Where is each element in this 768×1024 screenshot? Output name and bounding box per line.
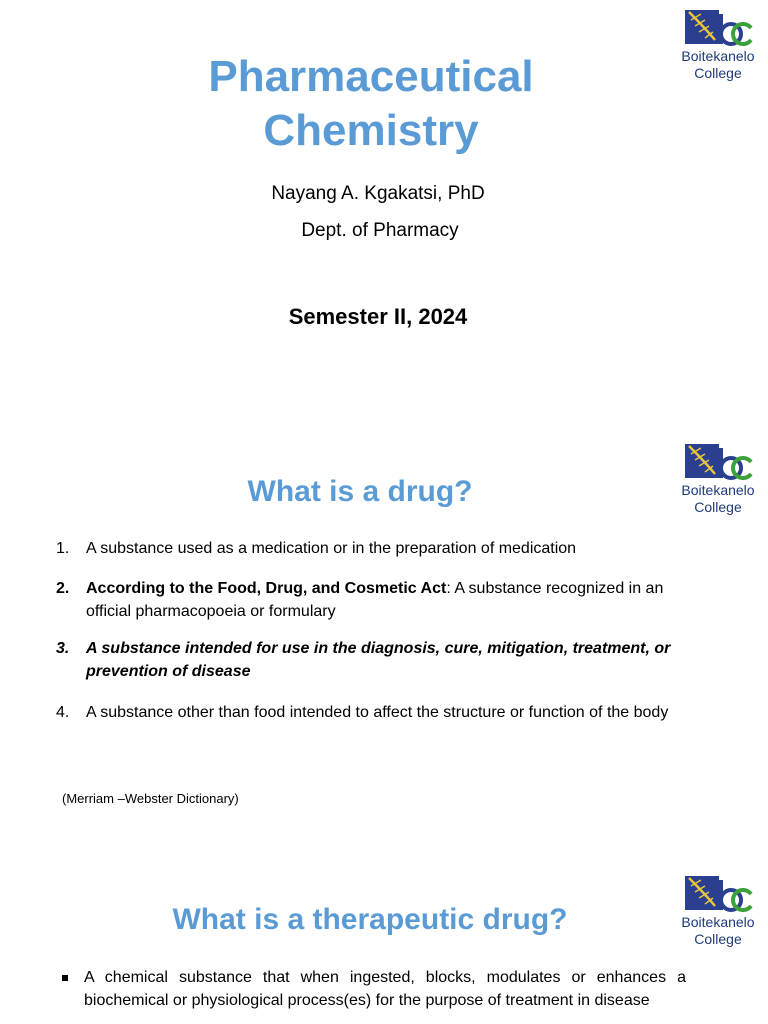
slide-title: What is a therapeutic drug? (172, 903, 568, 936)
college-logo (675, 872, 761, 952)
logo-line-2: College (694, 65, 742, 81)
logo-line-1: Boitekanelo (681, 482, 755, 498)
bullet-text: A chemical substance that when ingested, blocks, modulates or enhances a biochemical or physiological process(es) for the purpose of treatment in disease (84, 969, 686, 1009)
list-text (86, 577, 696, 623)
source-citation: (Merriam –Webster Dictionary) (62, 791, 239, 806)
author-name: Nayang A. Kgakatsi, PhD (271, 183, 485, 204)
college-logo (675, 440, 761, 520)
semester: Semester II, 2024 (288, 304, 468, 329)
list-number: 2. (56, 580, 70, 597)
list-text-bold: According to the Food, Drug, and Cosmetic Act (86, 580, 447, 597)
list-number: 1. (56, 540, 70, 557)
list-text: A substance other than food intended to affect the structure or function of the body (86, 704, 669, 721)
list-text: A substance used as a medication or in the preparation of medication (86, 540, 577, 557)
title-line-1: Pharmaceutical (208, 52, 534, 101)
list-item (56, 701, 696, 724)
logo-line-2: College (694, 931, 742, 947)
title-slide (0, 0, 768, 432)
title-line-2: Chemistry (263, 106, 479, 155)
department: Dept. of Pharmacy (301, 220, 459, 241)
list-item (56, 537, 696, 560)
title-heading (0, 50, 742, 158)
logo-text (675, 914, 761, 948)
book-dna-logo-icon (683, 6, 753, 48)
logo-line-1: Boitekanelo (681, 48, 755, 64)
logo-line-1: Boitekanelo (681, 914, 755, 930)
drug-definition-slide (0, 432, 768, 864)
slide-title: What is a drug? (247, 475, 473, 508)
book-dna-logo-icon (683, 872, 753, 914)
bullet-item (60, 966, 686, 1012)
list-text: A substance intended for use in the diagnosis, cure, mitigation, treatment, or prevention of disease (86, 640, 671, 680)
logo-line-2: College (694, 499, 742, 515)
college-logo (675, 6, 761, 86)
list-item (56, 577, 696, 623)
list-number: 4. (56, 704, 70, 721)
list-number: 3. (56, 640, 70, 657)
logo-text (675, 482, 761, 516)
book-dna-logo-icon (683, 440, 753, 482)
list-text-rest: : A substance recognized in an official pharmacopoeia or formulary (86, 580, 664, 620)
list-item (56, 637, 696, 683)
logo-text (675, 48, 761, 82)
square-bullet-icon (62, 975, 68, 981)
therapeutic-drug-slide (0, 864, 768, 1024)
